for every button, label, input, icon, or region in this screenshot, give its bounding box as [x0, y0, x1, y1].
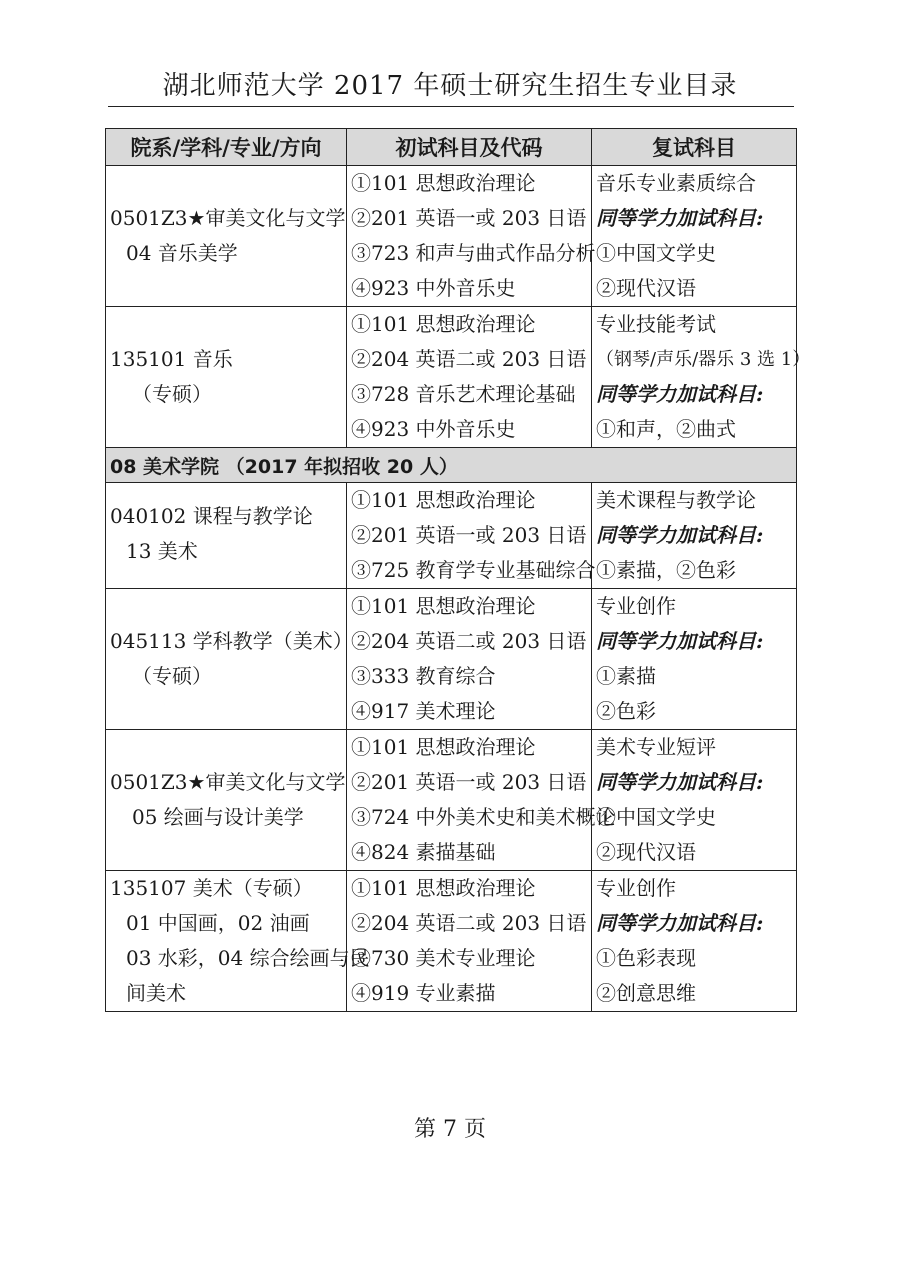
exam-subject: ②204 英语二或 203 日语: [351, 347, 587, 371]
exam-subject: ③723 和声与曲式作品分析: [351, 241, 596, 265]
equivalent-extra-label: 同等学力加试科目:: [596, 382, 764, 406]
extra-subject: ①素描，②色彩: [596, 558, 736, 582]
program-cell: [106, 307, 347, 448]
extra-subject: ①中国文学史: [596, 805, 716, 829]
table-row: [106, 307, 797, 448]
exam-subjects-cell: [347, 589, 592, 730]
table-row: [106, 871, 797, 1012]
exam-subject: ③725 教育学专业基础综合: [351, 558, 596, 582]
program-direction: 05 绘画与设计美学: [132, 805, 304, 829]
exam-subject: ②204 英语二或 203 日语: [351, 629, 587, 653]
exam-subjects-cell: [347, 166, 596, 307]
program-direction: 间美术: [126, 981, 186, 1005]
retest-cell: [592, 166, 797, 307]
equivalent-extra-label: 同等学力加试科目:: [596, 523, 764, 547]
extra-subject: ①和声，②曲式: [596, 417, 736, 441]
retest-cell: [592, 871, 797, 1012]
program-cell: [106, 730, 347, 871]
program-name: 045113 学科教学（美术）: [110, 629, 353, 653]
program-name: 0501Z3★审美文化与文学: [110, 770, 346, 794]
exam-subject: ①101 思想政治理论: [351, 876, 536, 900]
title-divider: [108, 106, 794, 107]
retest-cell: [592, 730, 797, 871]
program-direction: 03 水彩，04 综合绘画与民: [126, 946, 370, 970]
program-cell: [106, 871, 370, 1012]
program-type: （专硕）: [132, 382, 212, 406]
exam-subjects-cell: [347, 307, 592, 448]
exam-subject: ③724 中外美术史和美术概论: [351, 805, 616, 829]
page-number: 第 7 页: [414, 1117, 486, 1142]
program-catalog-table: [105, 128, 811, 1012]
extra-subject: ②色彩: [596, 699, 656, 723]
exam-subject: ③333 教育综合: [351, 664, 496, 688]
equivalent-extra-label: 同等学力加试科目:: [596, 770, 764, 794]
program-cell: [106, 166, 347, 307]
exam-subject: ④923 中外音乐史: [351, 276, 516, 300]
exam-subject: ②204 英语二或 203 日语: [351, 911, 587, 935]
program-name: 135101 音乐: [110, 347, 233, 371]
exam-subject: ③730 美术专业理论: [351, 946, 536, 970]
program-cell: [106, 589, 353, 730]
extra-subject: ②创意思维: [596, 981, 696, 1005]
exam-subject: ④917 美术理论: [351, 699, 496, 723]
program-direction: 01 中国画，02 油画: [126, 911, 310, 935]
retest-subject: 专业创作: [596, 594, 676, 618]
exam-subject: ①101 思想政治理论: [351, 735, 536, 759]
retest-subject: 美术课程与教学论: [596, 488, 756, 512]
table-row: [106, 166, 797, 307]
exam-subject: ④923 中外音乐史: [351, 417, 516, 441]
extra-subject: ②现代汉语: [596, 276, 696, 300]
program-direction: 04 音乐美学: [126, 241, 238, 265]
equivalent-extra-label: 同等学力加试科目:: [596, 206, 764, 230]
program-name: 135107 美术（专硕）: [110, 876, 313, 900]
table-row: [106, 589, 797, 730]
program-name: 040102 课程与教学论: [110, 504, 313, 528]
retest-subject: 美术专业短评: [596, 735, 716, 759]
equivalent-extra-label: 同等学力加试科目:: [596, 911, 764, 935]
exam-subject: ②201 英语一或 203 日语: [351, 523, 587, 547]
retest-cell: [592, 589, 797, 730]
extra-subject: ①色彩表现: [596, 946, 696, 970]
column-header-exam: 初试科目及代码: [347, 129, 592, 166]
retest-subject: 专业创作: [596, 876, 676, 900]
column-header-retest: 复试科目: [592, 129, 797, 166]
extra-subject: ②现代汉语: [596, 840, 696, 864]
page-title: 湖北师范大学 2017 年硕士研究生招生专业目录: [162, 71, 738, 101]
exam-subject: ③728 音乐艺术理论基础: [351, 382, 576, 406]
extra-subject: ①中国文学史: [596, 241, 716, 265]
table-row: [106, 730, 797, 871]
exam-subject: ①101 思想政治理论: [351, 171, 536, 195]
exam-subject: ②201 英语一或 203 日语: [351, 206, 587, 230]
retest-cell: [592, 483, 797, 589]
exam-subjects-cell: [347, 483, 596, 589]
program-cell: [106, 483, 347, 589]
retest-subject: 音乐专业素质综合: [596, 171, 756, 195]
exam-subject: ②201 英语一或 203 日语: [351, 770, 587, 794]
exam-subject: ①101 思想政治理论: [351, 594, 536, 618]
exam-subjects-cell: [347, 730, 616, 871]
column-header-program: 院系/学科/专业/方向: [106, 129, 347, 166]
section-row: [106, 448, 797, 483]
program-type: （专硕）: [132, 664, 212, 688]
extra-subject: ①素描: [596, 664, 656, 688]
retest-subject: 专业技能考试: [596, 312, 716, 336]
table-row: [106, 483, 797, 589]
exam-subject: ④824 素描基础: [351, 840, 496, 864]
retest-subject-note: （钢琴/声乐/器乐 3 选 1）: [596, 349, 811, 370]
exam-subject: ④919 专业素描: [351, 981, 496, 1005]
exam-subject: ①101 思想政治理论: [351, 488, 536, 512]
program-name: 0501Z3★审美文化与文学: [110, 206, 346, 230]
table-header-row: [106, 129, 797, 166]
section-heading: 08 美术学院 （2017 年拟招收 20 人）: [106, 448, 797, 483]
exam-subject: ①101 思想政治理论: [351, 312, 536, 336]
equivalent-extra-label: 同等学力加试科目:: [596, 629, 764, 653]
exam-subjects-cell: [347, 871, 592, 1012]
program-direction: 13 美术: [126, 539, 198, 563]
retest-cell: [592, 307, 811, 448]
